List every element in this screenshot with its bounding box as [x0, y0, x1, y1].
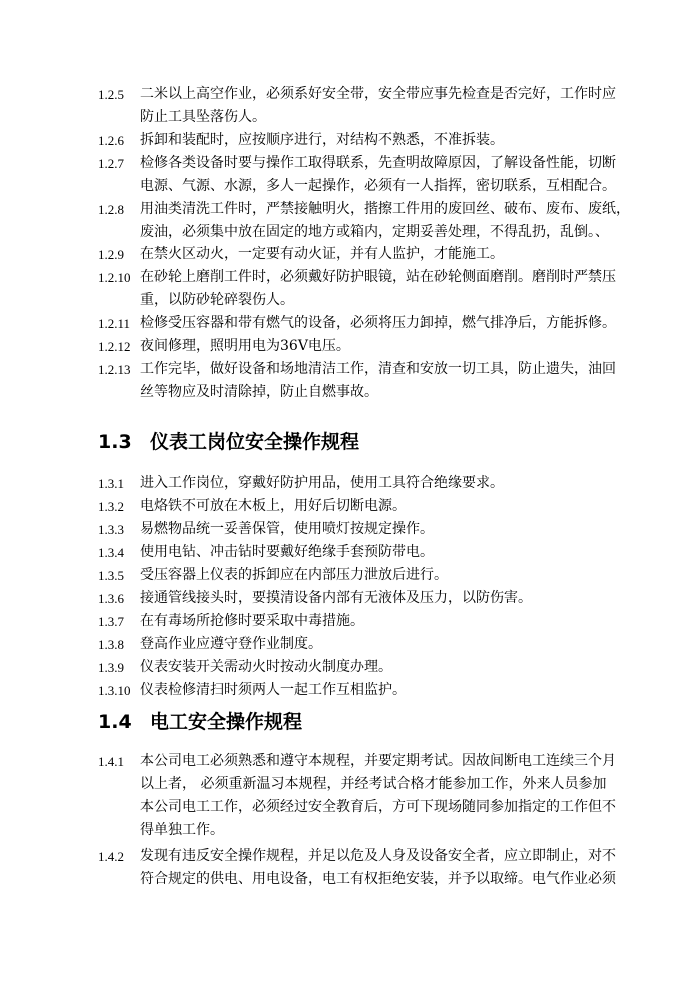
item-text: 仪表检修清扫时须两人一起工作互相监护。 — [140, 682, 406, 698]
section-heading — [98, 429, 359, 455]
item-number: 1.2.12 — [98, 339, 131, 354]
item-text: 在砂轮上磨削工件时，必须戴好防护眼镜，站在砂轮侧面磨削。磨削时严禁压 — [140, 269, 616, 285]
list-item — [98, 587, 618, 610]
item-text: 拆卸和装配时，应按顺序进行，对结构不熟悉，不准拆装。 — [140, 132, 504, 148]
item-text: 废油，必须集中放在固定的地方或箱内，定期妥善处理，不得乱扔，乱倒。、 — [140, 224, 609, 240]
item-number: 1.2.5 — [98, 87, 124, 102]
item-text: 易燃物品统一妥善保管，使用喷灯按规定操作。 — [140, 521, 434, 537]
list-item — [98, 198, 630, 244]
list-item — [98, 312, 618, 335]
item-text: 以上者， 必须重新温习本规程，并经考试合格才能参加工作，外来人员参加 — [140, 776, 607, 792]
list-item — [98, 518, 618, 541]
item-number: 1.3.7 — [98, 614, 124, 629]
item-text: 防止工具坠落伤人。 — [140, 109, 266, 125]
item-text: 进入工作岗位，穿戴好防护用品，使用工具符合绝缘要求。 — [140, 475, 504, 491]
list-item — [98, 610, 618, 633]
section-title: 仪表工岗位安全操作规程 — [150, 431, 360, 453]
item-text: 接通管线接头时，要摸清设备内部有无液体及压力，以防伤害。 — [140, 590, 532, 606]
item-text: 检修受压容器和带有燃气的设备，必须将压力卸掉，燃气排净后，方能拆修。 — [140, 315, 616, 331]
item-number: 1.2.8 — [98, 202, 124, 217]
list-item — [98, 564, 618, 587]
item-number: 1.2.9 — [98, 247, 124, 262]
item-number: 1.2.7 — [98, 156, 124, 171]
item-text: 本公司电工工作，必须经过安全教育后，方可下现场随同参加指定的工作但不 — [140, 799, 616, 815]
list-item — [98, 358, 618, 404]
item-number: 1.3.6 — [98, 591, 124, 606]
item-number: 1.3.1 — [98, 476, 124, 491]
item-text: 在有毒场所抢修时要采取中毒措施。 — [140, 613, 364, 629]
list-item — [98, 633, 618, 656]
item-number: 1.3.10 — [98, 683, 131, 698]
item-text: 发现有违反安全操作规程，并足以危及人身及设备安全者，应立即制止，对不 — [140, 848, 616, 864]
list-item — [98, 266, 618, 312]
item-number: 1.3.5 — [98, 568, 124, 583]
item-number: 1.2.6 — [98, 133, 124, 148]
item-number: 1.2.10 — [98, 270, 131, 285]
section-number: 1.4 — [98, 711, 132, 733]
item-number: 1.2.11 — [98, 316, 131, 331]
item-text: 受压容器上仪表的拆卸应在内部压力泄放后进行。 — [140, 567, 448, 583]
item-number: 1.3.3 — [98, 522, 124, 537]
item-number: 1.4.1 — [98, 754, 124, 769]
section-number: 1.3 — [98, 431, 132, 453]
item-text: 夜间修理，照明用电为36V电压。 — [140, 338, 350, 354]
item-text: 仪表安装开关需动火时按动火制度办理。 — [140, 659, 392, 675]
item-number: 1.3.9 — [98, 660, 124, 675]
item-text: 符合规定的供电、用电设备，电工有权拒绝安装，并予以取缔。电气作业必须 — [140, 871, 616, 887]
item-number: 1.3.4 — [98, 545, 124, 560]
item-text: 使用电钻、冲击钻时要戴好绝缘手套预防带电。 — [140, 544, 434, 560]
list-item — [98, 750, 618, 842]
item-number: 1.4.2 — [98, 849, 124, 864]
item-text: 二米以上高空作业，必须系好安全带，安全带应事先检查是否完好，工作时应 — [140, 86, 616, 102]
item-text: 检修各类设备时要与操作工取得联系，先查明故障原因，了解设备性能，切断 — [140, 155, 616, 171]
list-item — [98, 845, 618, 891]
item-text: 重，以防砂轮碎裂伤人。 — [140, 292, 294, 308]
item-text: 用油类清洗工件时，严禁接触明火，揩擦工件用的废回丝、破布、废布、废纸， — [140, 201, 630, 217]
list-item — [98, 679, 618, 702]
item-text: 工作完毕，做好设备和场地清洁工作，清查和安放一切工具，防止遗失，油回 — [140, 361, 616, 377]
list-item — [98, 541, 618, 564]
item-text: 电烙铁不可放在木板上，用好后切断电源。 — [140, 498, 406, 514]
item-text: 在禁火区动火，一定要有动火证，并有人监护，才能施工。 — [140, 246, 504, 262]
list-item — [98, 656, 618, 679]
list-item — [98, 495, 618, 518]
list-item — [98, 472, 618, 495]
item-text: 登高作业应遵守登作业制度。 — [140, 636, 322, 652]
item-number: 1.3.2 — [98, 499, 124, 514]
list-item — [98, 243, 618, 266]
item-text: 电源、气源、水源，多人一起操作，必须有一人指挥，密切联系，互相配合。 — [140, 178, 616, 194]
list-item — [98, 152, 618, 198]
section-heading — [98, 709, 302, 735]
list-item — [98, 335, 618, 358]
list-item — [98, 83, 618, 129]
item-text: 本公司电工必须熟悉和遵守本规程，并要定期考试。因故间断电工连续三个月 — [140, 753, 616, 769]
item-number: 1.3.8 — [98, 637, 124, 652]
item-text: 丝等物应及时清除掉，防止自燃事故。 — [140, 384, 378, 400]
list-item — [98, 129, 618, 152]
section-title: 电工安全操作规程 — [150, 711, 303, 733]
item-text: 得单独工作。 — [140, 822, 224, 838]
item-number: 1.2.13 — [98, 362, 131, 377]
